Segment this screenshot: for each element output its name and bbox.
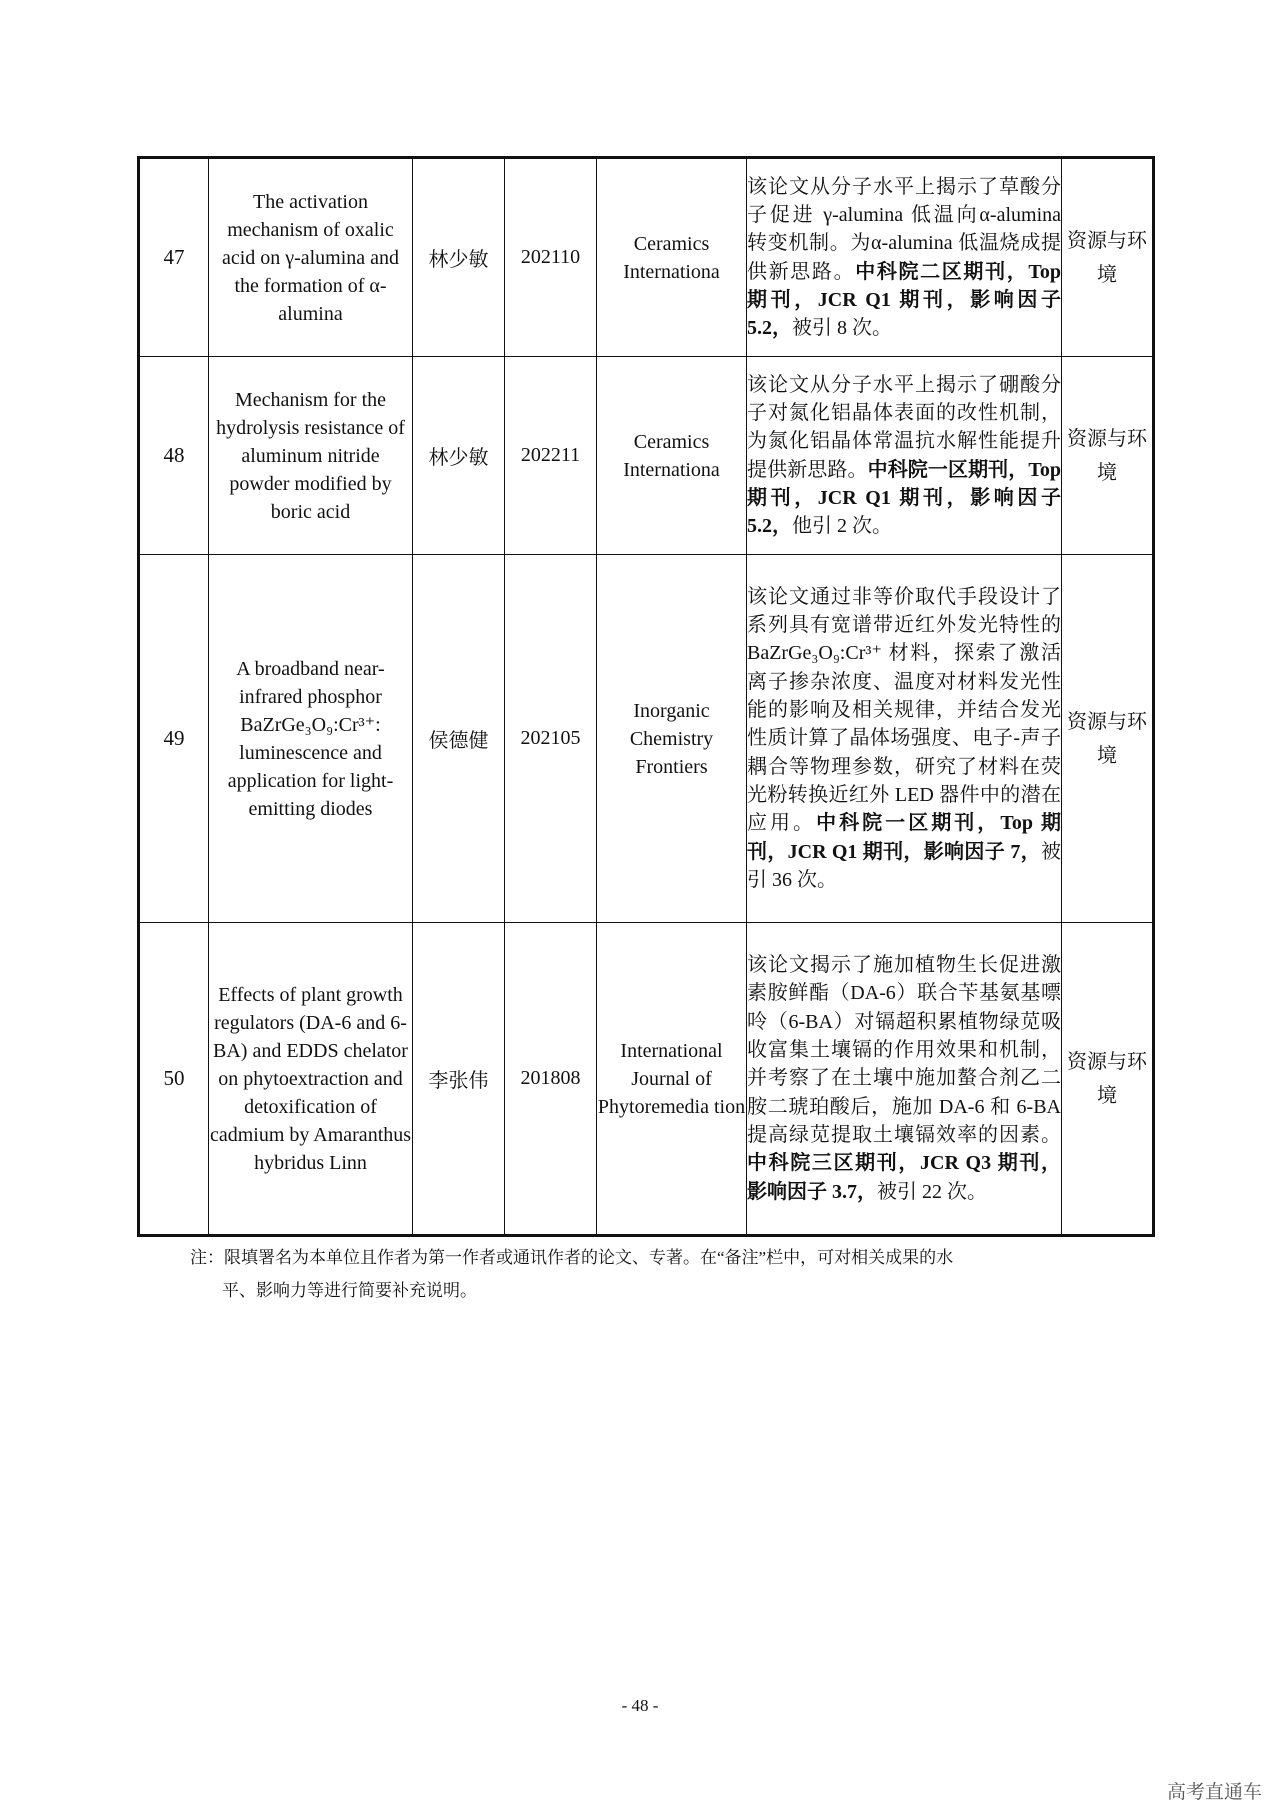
journal: International Journal of Phytoremedia tion bbox=[597, 923, 747, 1236]
footnote-line: 平、影响力等进行简要补充说明。 bbox=[222, 1281, 477, 1300]
title-part: luminescence and application for light-emitting diodes bbox=[227, 741, 394, 820]
table-row bbox=[139, 357, 1154, 555]
note-text: 该论文从分子水平上揭示了硼酸分子对氮化铝晶体表面的改性机制，为氮化铝晶体常温抗水解性能提升提供新思路。 bbox=[747, 373, 1061, 481]
paper-title: The activation mechanism of oxalic acid on γ-alumina and the formation of α-alumina bbox=[209, 158, 413, 357]
row-number: 47 bbox=[139, 158, 209, 357]
note-highlight: 中科院一区期刊，Top 期刊，JCR Q1 期刊，影响因子 7， bbox=[747, 812, 1061, 863]
remark: 资源与环境 bbox=[1062, 158, 1154, 357]
journal: Ceramics Internationa bbox=[597, 158, 747, 357]
remark: 资源与环境 bbox=[1062, 923, 1154, 1236]
paper-note bbox=[747, 357, 1062, 555]
journal: Inorganic Chemistry Frontiers bbox=[597, 555, 747, 923]
note-citations: 被引 8 次。 bbox=[792, 317, 892, 340]
title-formula: BaZrGe₃O₉:Cr³⁺: bbox=[240, 713, 381, 736]
publish-date: 202110 bbox=[505, 158, 597, 357]
paper-note bbox=[747, 158, 1062, 357]
author: 侯德健 bbox=[413, 555, 505, 923]
note-citations: 他引 2 次。 bbox=[792, 515, 892, 538]
remark: 资源与环境 bbox=[1062, 555, 1154, 923]
footnote-line: 注：限填署名为本单位且作者为第一作者或通讯作者的论文、专著。在“备注”栏中，可对相关成果的水 bbox=[190, 1248, 954, 1267]
note-text: 该论文通过非等价取代手段设计了系列具有宽谱带近红外发光特性的 BaZrGe₃O₉:Cr³⁺ 材料，探索了激活离子掺杂浓度、温度对材料发光性能的影响及相关规律，并结合发光性质计算了晶体场强度、电子-声子耦合等物理参数，研究了材料在荧光粉转换近红外 LED 器件中的潜在应用。 bbox=[747, 585, 1061, 835]
table-footnote bbox=[190, 1241, 1110, 1307]
paper-title bbox=[209, 555, 413, 923]
table-row bbox=[139, 158, 1154, 357]
note-highlight: 中科院二区期刊，Top 期刊，JCR Q1 期刊，影响因子 5.2， bbox=[747, 260, 1061, 340]
remark: 资源与环境 bbox=[1062, 357, 1154, 555]
row-number: 48 bbox=[139, 357, 209, 555]
note-highlight: 中科院三区期刊，JCR Q3 期刊，影响因子 3.7， bbox=[747, 1152, 1061, 1203]
publish-date: 201808 bbox=[505, 923, 597, 1236]
note-text: 该论文从分子水平上揭示了草酸分子促进 γ-alumina 低温向α-alumina 转变机制。为α-alumina 低温烧成提供新思路。 bbox=[747, 175, 1061, 283]
author: 林少敏 bbox=[413, 158, 505, 357]
note-citations: 被引 36 次。 bbox=[747, 840, 1061, 891]
author: 林少敏 bbox=[413, 357, 505, 555]
note-highlight: 中科院一区期刊，Top 期刊，JCR Q1 期刊，影响因子 5.2， bbox=[747, 458, 1061, 538]
paper-note bbox=[747, 923, 1062, 1236]
paper-title: Mechanism for the hydrolysis resistance of aluminum nitride powder modified by boric acid bbox=[209, 357, 413, 555]
results-table bbox=[137, 156, 1155, 1237]
publish-date: 202105 bbox=[505, 555, 597, 923]
table-row bbox=[139, 923, 1154, 1236]
paper-title: Effects of plant growth regulators (DA-6 and 6-BA) and EDDS chelator on phytoextraction and detoxification of cadmium by Amaranthus hybridus Linn bbox=[209, 923, 413, 1236]
title-part: A broadband near-infrared phosphor bbox=[236, 657, 385, 708]
note-citations: 被引 22 次。 bbox=[877, 1180, 987, 1203]
paper-note bbox=[747, 555, 1062, 923]
author: 李张伟 bbox=[413, 923, 505, 1236]
page-number: - 48 - bbox=[621, 1696, 659, 1715]
publish-date: 202211 bbox=[505, 357, 597, 555]
table-row bbox=[139, 555, 1154, 923]
row-number: 49 bbox=[139, 555, 209, 923]
journal: Ceramics Internationa bbox=[597, 357, 747, 555]
watermark: 高考直通车 bbox=[1166, 1781, 1262, 1803]
row-number: 50 bbox=[139, 923, 209, 1236]
note-text: 该论文揭示了施加植物生长促进激素胺鲜酯（DA-6）联合苄基氨基嘌呤（6-BA）对镉超积累植物绿苋吸收富集土壤镉的作用效果和机制，并考察了在土壤中施加螯合剂乙二胺二琥珀酸后，施加 DA-6 和 6-BA 提高绿苋提取土壤镉效率的因素。 bbox=[747, 954, 1061, 1146]
